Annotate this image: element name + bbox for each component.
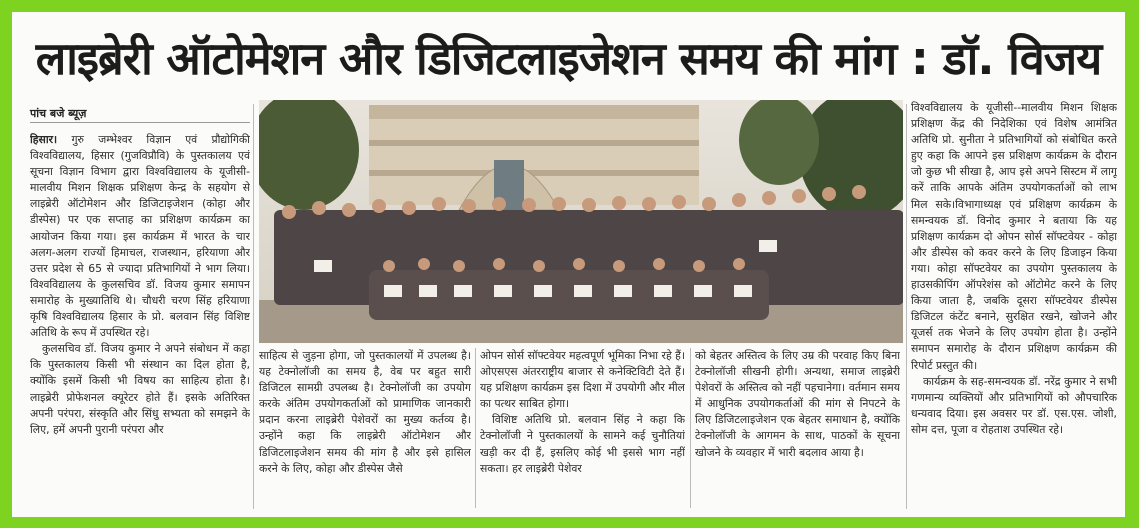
paragraph: को बेहतर अस्तित्व के लिए उम्र की परवाह किए बिना टेक्नोलॉजी सीखनी होगी। अन्यथा, समाज लाइब्रेरी पेशेवरों के अस्तित्व को नहीं पहचानेगा। वर्तमान समय में आधुनिक उपयोगकर्ताओं की मांग से निपटने के लिए डिजिटलाइजेशन एक बेहतर समाधान है, क्योंकि टेक्नोलॉजी के आगमन के साथ, पाठकों के सूचना खोजने के व्यवहार में भारी बदलाव आया है। xyxy=(695,349,900,459)
column-divider xyxy=(690,348,691,508)
column-divider xyxy=(253,104,254,509)
paragraph-text: गुरु जम्भेश्वर विज्ञान एवं प्रौद्योगिकी विश्वविद्यालय, हिसार (गुजविप्रौवि) के पुस्तकालय एवं सूचना विज्ञान विभाग द्वारा विश्वविद्यालय के यूजीसी-मालवीय मिशन शिक्षक प्रशिक्षण केन्द्र के सहयोग से लाइब्रेरी ऑटोमेशन और डिजिटाइजेशन (कोहा और डीस्पेस) पर एक सप्ताह का प्रशिक्षण कार्यक्रम का आयोजन किया गया। इस कार्यक्रम में भारत के चार अलग-अलग राज्यों हिमाचल, राजस्थान, हरियाणा और उत्तर प्रदेश से 65 से ज्यादा प्रतिभागियों ने भाग लिया। विश्वविद्यालय के कुलसचिव डॉ. विजय कुमार समापन समारोह के मुख्यातिथि थे। चौधरी चरण सिंह हरियाणा कृषि विश्वविद्यालय हिसार के प्रो. बलवान सिंह विशिष्ट अतिथि के रूप में उपस्थित रहे। xyxy=(30,133,250,340)
byline: पांच बजे ब्यूज़ xyxy=(30,107,87,120)
paragraph: ओपन सोर्स सॉफ्टवेयर महत्वपूर्ण भूमिका निभा रहे हैं। ओएसएस अंतरराष्ट्रीय बाजार से कनेक्टिविटी देते हैं। यह प्रशिक्षण कार्यक्रम इस दिशा में उपयोगी और मील का पत्थर साबित होगा। xyxy=(480,349,685,411)
article-column-5 xyxy=(911,100,1117,514)
column-divider xyxy=(906,104,907,509)
group-photo-image xyxy=(259,100,903,343)
article-column-3 xyxy=(480,348,685,516)
article-column-1 xyxy=(30,132,250,512)
dateline: हिसार। xyxy=(30,133,58,146)
newspaper-clipping xyxy=(12,12,1125,517)
lead-paragraph xyxy=(30,132,250,341)
group-photo xyxy=(259,100,903,343)
paragraph: कार्यक्रम के सह-समन्वयक डॉ. नरेंद्र कुमार ने सभी गणमान्य व्यक्तियों और प्रतिभागियों को औपचारिक धन्यवाद दिया। इस अवसर पर डॉ. एस.एस. जोशी, सोम दत्त, पूजा व रोहताश उपस्थित रहे। xyxy=(911,374,1117,436)
headline: लाइब्रेरी ऑटोमेशन और डिजिटलाइजेशन समय की मांग : डॉ. विजय xyxy=(35,32,1102,85)
paragraph: विशिष्ट अतिथि प्रो. बलवान सिंह ने कहा कि टेक्नोलॉजी ने पुस्तकालयों के सामने कई चुनौतियां खड़ी कर दी हैं, इसलिए कोई भी इससे भाग नहीं सकता। हर लाइब्रेरी पेशेवर xyxy=(480,413,685,475)
article-column-4 xyxy=(695,348,900,516)
paragraph: कुलसचिव डॉ. विजय कुमार ने अपने संबोधन में कहा कि पुस्तकालय किसी भी संस्थान का दिल होता है, क्योंकि इसमें किसी भी विषय का साहित्य होता है। लाइब्रेरी प्रोफेशनल क्यूरेटर होते हैं। इसके अतिरिक्त अपनी परंपरा, संस्कृति और सिंधु सभ्यता को समझने के लिए, हमें अपनी पुरानी परंपरा और xyxy=(30,342,250,436)
paragraph: साहित्य से जुड़ना होगा, जो पुस्तकालयों में उपलब्ध है। यह टेक्नोलॉजी का समय है, वेब पर बहुत सारी डिजिटल सामग्री उपलब्ध है। टेक्नोलॉजी का उपयोग करके अंतिम उपयोगकर्ताओं को प्रामाणिक जानकारी प्रदान करना लाइब्रेरी पेशेवरों का मुख्य कर्तव्य है। उन्होंने कहा कि लाइब्रेरी ऑटोमेशन और डिजिटलाइजेशन समय की मांग है और इसे हासिल करने के लिए, कोहा और डीस्पेस जैसे xyxy=(259,349,471,475)
column-divider xyxy=(475,348,476,508)
paragraph: विश्वविद्यालय के यूजीसी--मालवीय मिशन शिक्षक प्रशिक्षण केंद्र की निदेशिका एवं विशेष आमंत्रित अतिथि प्रो. सुनीता ने प्रतिभागियों को संबोधित करते हुए कहा कि आपने इस प्रशिक्षण कार्यक्रम के दौरान जो कुछ भी सीखा है, आप इसे अपने सिस्टम में लागू करें ताकि आपके अंतिम उपयोगकर्ताओं को लाभ मिल सके।विभागाध्यक्ष एवं प्रशिक्षण कार्यक्रम के समन्वयक डॉ. विनोद कुमार ने बताया कि यह प्रशिक्षण कार्यक्रम दो ओपन सोर्स सॉफ्टवेयर - कोहा और डीस्पेस को कवर करने के लिए डिजाइन किया गया। कोहा सॉफ्टवेयर का उपयोग पुस्तकालय के हाउसकीपिंग ऑपरेशंस को ऑटोमेट करने के लिए किया जाता है, जबकि दूसरा सॉफ्टवेयर डीस्पेस डिजिटल कंटेंट बनाने, सुरक्षित रखने, खोजने और यूजर्स तक भेजने के लिए उपयोग होता है। उन्होंने समापन समारोह के दौरान प्रशिक्षण कार्यक्रम की रिपोर्ट प्रस्तुत की। xyxy=(911,101,1117,372)
article-column-2 xyxy=(259,348,471,516)
byline-divider xyxy=(30,122,250,123)
